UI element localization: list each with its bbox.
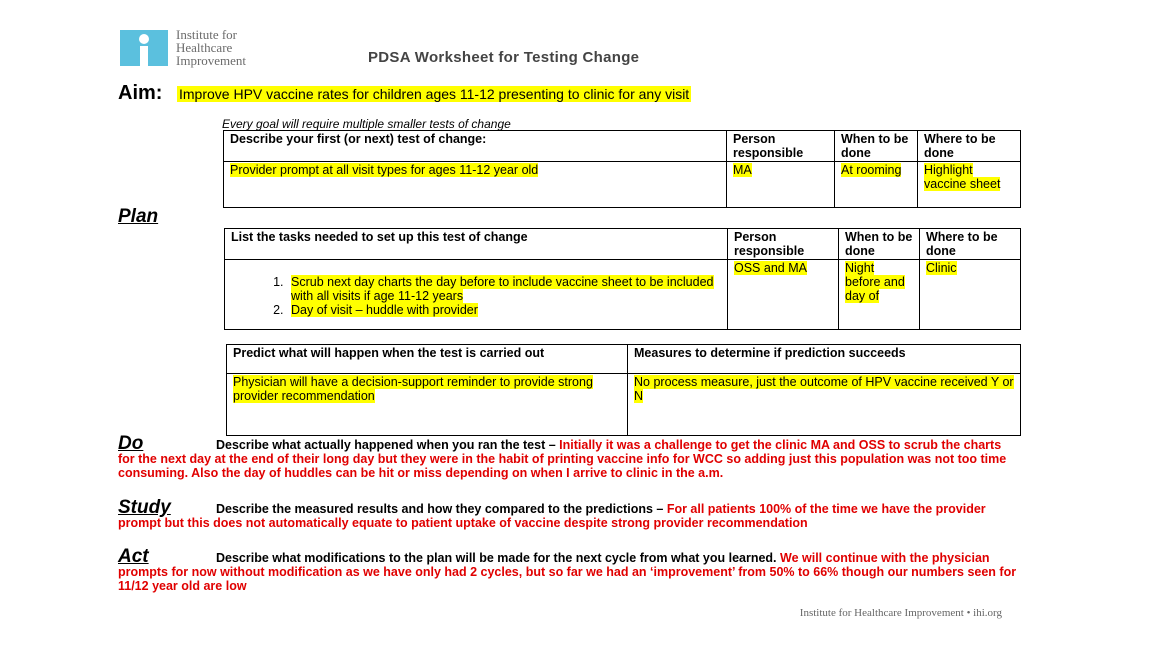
when-text: At rooming [841, 163, 902, 177]
page-title: PDSA Worksheet for Testing Change [368, 49, 640, 66]
do-prompt: Describe what actually happened when you ran the test – [216, 438, 560, 452]
person-header: Person responsible [727, 131, 835, 162]
plan-tasks-table [224, 228, 1021, 330]
test-header: Describe your first (or next) test of change: [224, 131, 727, 162]
plan-where-header: Where to be done [920, 229, 1021, 260]
aim-text: Improve HPV vaccine rates for children ages 11-12 presenting to clinic for any visit [179, 86, 690, 102]
where-header: Where to be done [918, 131, 1021, 162]
plan-person-cell [728, 260, 839, 330]
person-cell [727, 162, 835, 208]
plan-when-text: Night before and day of [845, 261, 905, 303]
task-list [231, 275, 721, 317]
person-text: MA [733, 163, 752, 177]
logo-text [176, 28, 246, 67]
task-item: 1. Scrub next day charts the day before to include vaccine sheet to be included with all visits if age 11-12 years [287, 275, 721, 303]
ihi-logo-icon [120, 30, 168, 66]
measures-header: Measures to determine if prediction succeeds [628, 345, 1021, 374]
predict-cell [227, 374, 628, 436]
logo-line-3: Improvement [176, 53, 247, 68]
predict-table [226, 344, 1021, 436]
predict-header: Predict what will happen when the test is carried out [227, 345, 628, 374]
when-header: When to be done [835, 131, 918, 162]
where-text: Highlight vaccine sheet [924, 163, 1001, 191]
footer: Institute for Healthcare Improvement • ihi.org [799, 607, 1002, 619]
measures-cell [628, 374, 1021, 436]
plan-where-text: Clinic [926, 261, 957, 275]
do-response: Initially it was a challenge to get the clinic MA and OSS to scrub the charts for the next day at the end of their long day but they were in the habit of printing vaccine info for WCC so adding just this population was not too time consuming. Also the day of huddles can be hit or miss depending on when I arrive to clinic in the a.m. [118, 438, 1007, 480]
study-section [118, 497, 1018, 530]
plan-when-header: When to be done [839, 229, 920, 260]
ihi-logo [120, 28, 290, 70]
plan-person-header: Person responsible [728, 229, 839, 260]
act-response: We will continue with the physician prompts for now without modification as we have only had 2 cycles, but so far we had an ‘improvement’ from 50% to 66% though our numbers seen for 11/12 year old are low [118, 551, 1017, 593]
logo-line-1: Institute for [176, 27, 238, 42]
predict-text: Physician will have a decision-support reminder to provide strong provider recommendation [233, 375, 593, 403]
act-section [118, 546, 1018, 593]
do-section [118, 433, 1018, 480]
study-label: Study [118, 497, 171, 518]
plan-when-cell [839, 260, 920, 330]
measures-text: No process measure, just the outcome of HPV vaccine received Y or N [634, 375, 1014, 403]
when-cell [835, 162, 918, 208]
logo-line-2: Healthcare [176, 40, 233, 55]
where-cell [918, 162, 1021, 208]
test-text: Provider prompt at all visit types for ages 11-12 year old [230, 163, 539, 177]
goal-note: Every goal will require multiple smaller tests of change [222, 117, 511, 131]
plan-person-text: OSS and MA [734, 261, 807, 275]
act-prompt: Describe what modifications to the plan will be made for the next cycle from what you learned. [216, 551, 781, 565]
do-label: Do [118, 433, 144, 454]
test-of-change-table [223, 130, 1021, 208]
study-prompt: Describe the measured results and how they compared to the predictions – [216, 502, 667, 516]
plan-label: Plan [118, 206, 159, 227]
tasks-header: List the tasks needed to set up this test of change [225, 229, 728, 260]
study-response: For all patients 100% of the time we have the provider prompt but this does not automatically equate to patient uptake of vaccine despite strong provider recommendation [118, 502, 986, 530]
test-cell [224, 162, 727, 208]
task-item: 2. Day of visit – huddle with provider [287, 303, 721, 317]
aim-label: Aim: [118, 82, 163, 104]
tasks-cell [225, 260, 728, 330]
act-label: Act [118, 546, 149, 567]
plan-where-cell [920, 260, 1021, 330]
